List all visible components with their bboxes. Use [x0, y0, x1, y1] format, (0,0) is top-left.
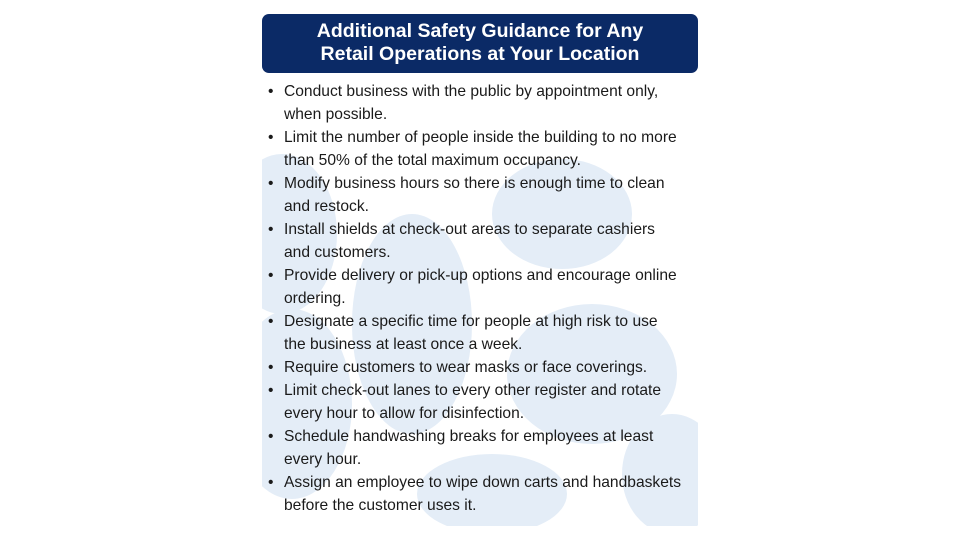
list-item [266, 80, 698, 126]
list-item-text: and restock. [284, 198, 369, 215]
list-item-text: Require customers to wear masks or face coverings. [284, 359, 648, 376]
list-item-text: than 50% of the total maximum occupancy. [284, 152, 582, 169]
list-item [266, 172, 698, 218]
bullet-icon: • [268, 428, 274, 445]
list-item [266, 264, 698, 310]
list-item-text: Conduct business with the public by appointment only, [284, 83, 659, 100]
bullet-icon: • [268, 313, 274, 330]
list-item-text: Assign an employee to wipe down carts and handbaskets [284, 474, 682, 491]
list-item-text: the business at least once a week. [284, 336, 523, 353]
list-item-text: ordering. [284, 290, 346, 307]
list-item [266, 218, 698, 264]
list-item [266, 425, 698, 471]
list-item-text: Limit the number of people inside the building to no more [284, 129, 677, 146]
list-item-text: Schedule handwashing breaks for employees at least [284, 428, 654, 445]
bullet-icon: • [268, 221, 274, 238]
bullet-icon: • [268, 382, 274, 399]
bullet-icon: • [268, 129, 274, 146]
list-item-text: and customers. [284, 244, 391, 261]
list-item-text: before the customer uses it. [284, 497, 477, 514]
title-line-1: Additional Safety Guidance for Any [316, 20, 644, 42]
list-item-text: Install shields at check-out areas to separate cashiers [284, 221, 655, 238]
list-item-text: Designate a specific time for people at high risk to use [284, 313, 658, 330]
bullet-icon: • [268, 175, 274, 192]
list-item-text: Provide delivery or pick-up options and encourage online [284, 267, 677, 284]
bullet-icon: • [268, 83, 274, 100]
title-banner [262, 14, 698, 73]
bullet-icon: • [268, 359, 274, 376]
list-item-text: Limit check-out lanes to every other register and rotate [284, 382, 662, 399]
list-item-text: every hour. [284, 451, 362, 468]
bullet-icon: • [268, 474, 274, 491]
guidance-card [262, 14, 698, 526]
bullet-icon: • [268, 267, 274, 284]
list-item-text: Modify business hours so there is enough time to clean [284, 175, 665, 192]
list-item-text: every hour to allow for disinfection. [284, 405, 525, 422]
list-item [266, 379, 698, 425]
guidance-list [266, 80, 698, 517]
list-item-text: when possible. [284, 106, 388, 123]
list-item [266, 471, 698, 517]
list-item [266, 310, 698, 356]
title-line-2: Retail Operations at Your Location [320, 43, 640, 65]
list-item [266, 126, 698, 172]
list-item [266, 356, 698, 379]
